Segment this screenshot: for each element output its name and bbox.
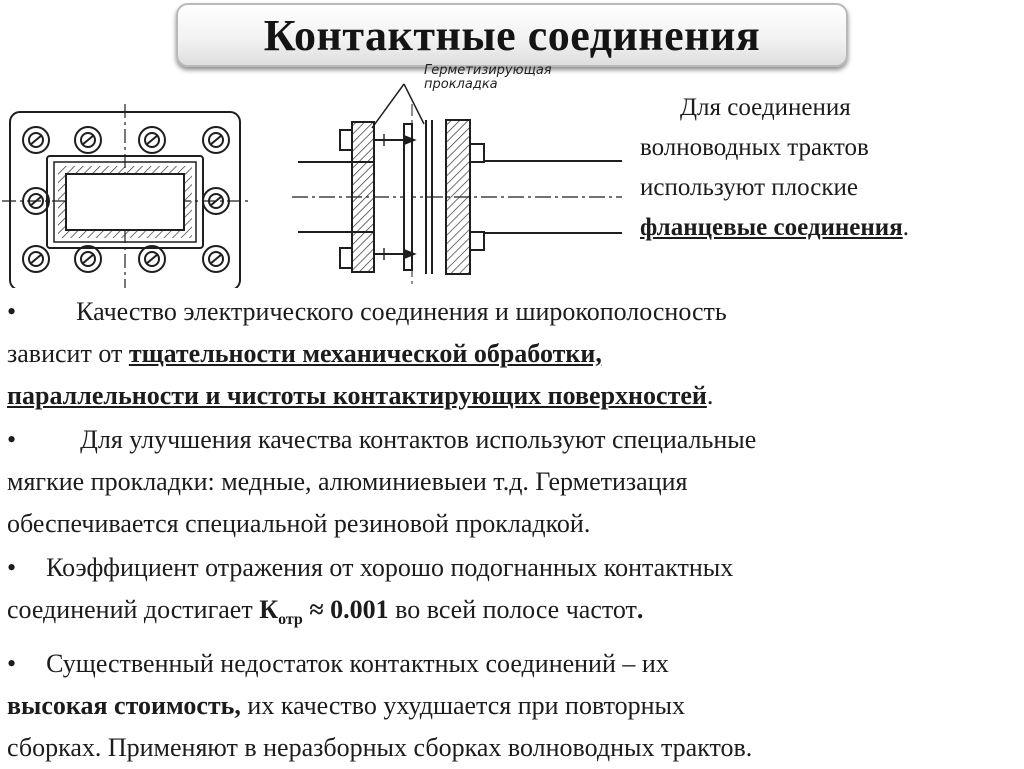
emphasis-text: тщательности механической обработки, (128, 339, 602, 368)
flange-connections-term: фланцевые соединения (640, 214, 903, 241)
bullet-item-reflection (7, 547, 1019, 641)
bullet-marker: • (7, 297, 17, 326)
bullet-text: сборках. Применяют в неразборных сборках волноводных трактов. (7, 733, 753, 762)
k-value: ≈ 0.001 (302, 595, 389, 624)
bullet-text: во всей полосе частот (388, 595, 637, 624)
bullet-text: мягкие прокладки: медные, алюминиевыеи т.д. Герметизация (7, 467, 688, 496)
intro-line2: волноводных трактов (640, 134, 869, 161)
bullet-text: зависит от (7, 339, 129, 368)
gasket-label-line2: прокладка (424, 77, 498, 92)
bullet-marker: • (7, 649, 17, 678)
bullet-text-dot: . (636, 595, 644, 624)
bullet-marker: • (7, 553, 17, 582)
intro-line4-end: . (902, 214, 909, 241)
emphasis-text: высокая стоимость, (7, 691, 241, 720)
bullet-list (7, 291, 1019, 769)
flange-section-view (292, 84, 622, 288)
bullet-marker: • (7, 425, 17, 454)
bullet-item-cost (7, 643, 1019, 769)
flange-drawing (0, 62, 625, 288)
intro-line4 (640, 208, 1020, 248)
k-subscript: отр (278, 611, 303, 628)
bullet-text: Коэффициент отражения от хорошо подогнанных контактных (46, 553, 734, 582)
bullet-text: Существенный недостаток контактных соединений – их (46, 649, 669, 678)
slide-title-banner (176, 3, 848, 67)
intro-text (640, 88, 1020, 248)
emphasis-text: параллельности и чистоты контактирующих поверхностей (7, 381, 707, 410)
gasket-label-line1: Герметизирующая (424, 63, 552, 78)
bullet-text: Качество электрического соединения и широкополосность (76, 297, 727, 326)
bullet-item-quality (7, 291, 1019, 417)
bullet-text: соединений достигает (7, 595, 260, 624)
bullet-text: . (706, 381, 714, 410)
bullet-text: Для улучшения качества контактов используют специальные (80, 425, 757, 454)
bullet-text: обеспечивается специальной резиновой прокладкой. (7, 509, 591, 538)
slide-title: Контактные соединения (263, 10, 761, 60)
bullet-item-gaskets (7, 419, 1019, 545)
gasket-label (424, 64, 552, 92)
flange-front-view (2, 104, 248, 288)
k-symbol: К (259, 595, 279, 624)
intro-line1: Для соединения (680, 94, 851, 121)
bullet-text: их качество ухудшается при повторных (240, 691, 685, 720)
intro-line3: используют плоские (640, 174, 858, 201)
